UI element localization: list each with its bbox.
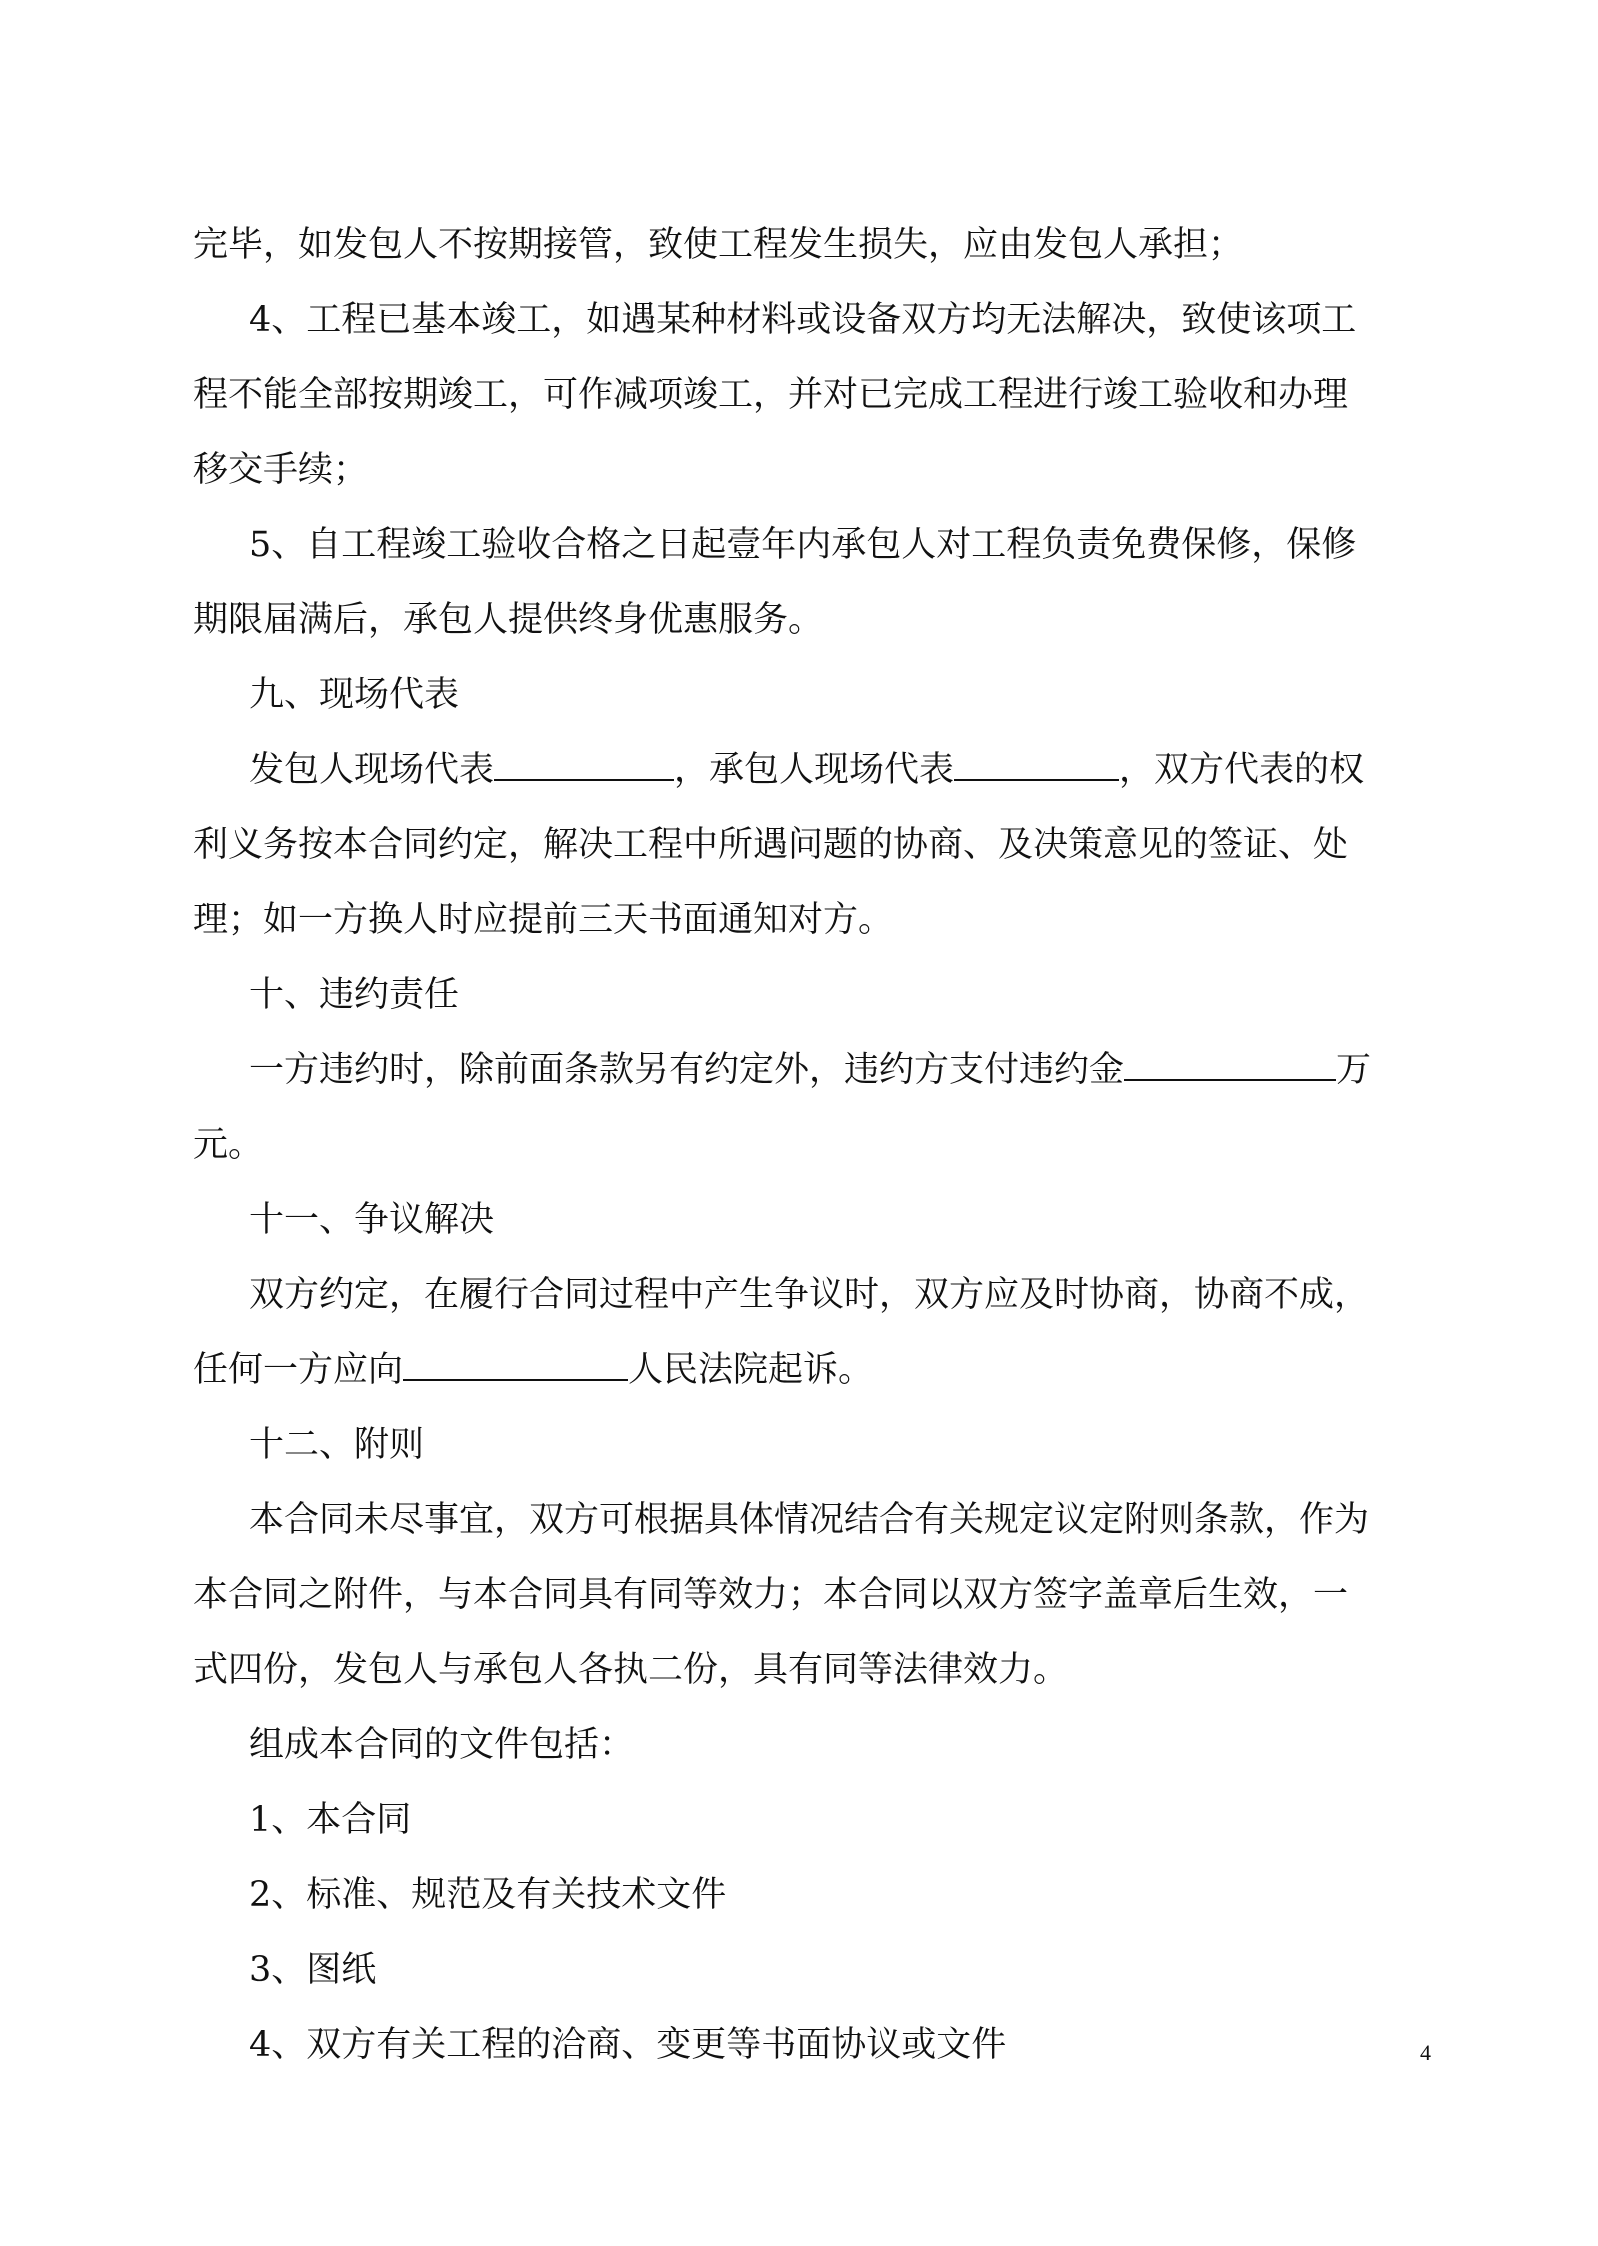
text-line: 完毕，如发包人不按期接管，致使工程发生损失，应由发包人承担； [193,225,1244,265]
text-segment: ，双方代表的权 [1119,750,1365,790]
court-line [193,1333,1435,1408]
section-heading: 十二、附则 [249,1425,425,1465]
text-line: 程不能全部按期竣工，可作减项竣工，并对已完成工程进行竣工验收和办理 [193,375,1349,415]
text-line: 式四份，发包人与承包人各执二份，具有同等法律效力。 [193,1650,1069,1690]
page-number: 4 [1420,2040,1431,2065]
text-segment: 一方违约时，除前面条款另有约定外，违约方支付违约金 [249,1050,1125,1090]
list-item: 4、双方有关工程的洽商、变更等书面协议或文件 [249,2025,1007,2065]
section-heading: 十一、争议解决 [249,1200,495,1240]
text-line: 5、自工程竣工验收合格之日起壹年内承包人对工程负责免费保修，保修 [249,525,1357,565]
text-line: 移交手续； [193,450,369,490]
contract-body [193,208,1435,2083]
text-line: 期限届满后，承包人提供终身优惠服务。 [193,600,824,640]
text-line: 本合同未尽事宜，双方可根据具体情况结合有关规定议定附则条款，作为 [249,1500,1370,1540]
blank-field [954,749,1119,781]
list-item: 2、标准、规范及有关技术文件 [249,1875,727,1915]
section-heading: 十、违约责任 [249,975,460,1015]
blank-field [1124,1049,1336,1081]
text-line: 双方约定，在履行合同过程中产生争议时，双方应及时协商，协商不成， [249,1275,1370,1315]
penalty-line [193,1033,1435,1108]
text-segment: 发包人现场代表 [249,750,495,790]
blank-field [494,749,674,781]
text-line: 利义务按本合同约定，解决工程中所遇问题的协商、及决策意见的签证、处 [193,825,1349,865]
list-item: 1、本合同 [249,1800,412,1840]
text-line: 组成本合同的文件包括： [249,1725,635,1765]
text-segment: 万 [1336,1050,1372,1090]
text-line: 元。 [193,1125,264,1165]
text-segment: ，承包人现场代表 [674,750,955,790]
text-line: 本合同之附件，与本合同具有同等效力；本合同以双方签字盖章后生效，一 [193,1575,1349,1615]
text-segment: 任何一方应向 [193,1350,404,1390]
text-line: 理；如一方换人时应提前三天书面通知对方。 [193,900,894,940]
text-line: 4、工程已基本竣工，如遇某种材料或设备双方均无法解决，致使该项工 [249,300,1357,340]
blank-field [403,1349,628,1381]
list-item: 3、图纸 [249,1950,377,1990]
representative-line [193,733,1435,808]
section-heading: 九、现场代表 [249,675,460,715]
text-segment: 人民法院起诉。 [628,1350,874,1390]
